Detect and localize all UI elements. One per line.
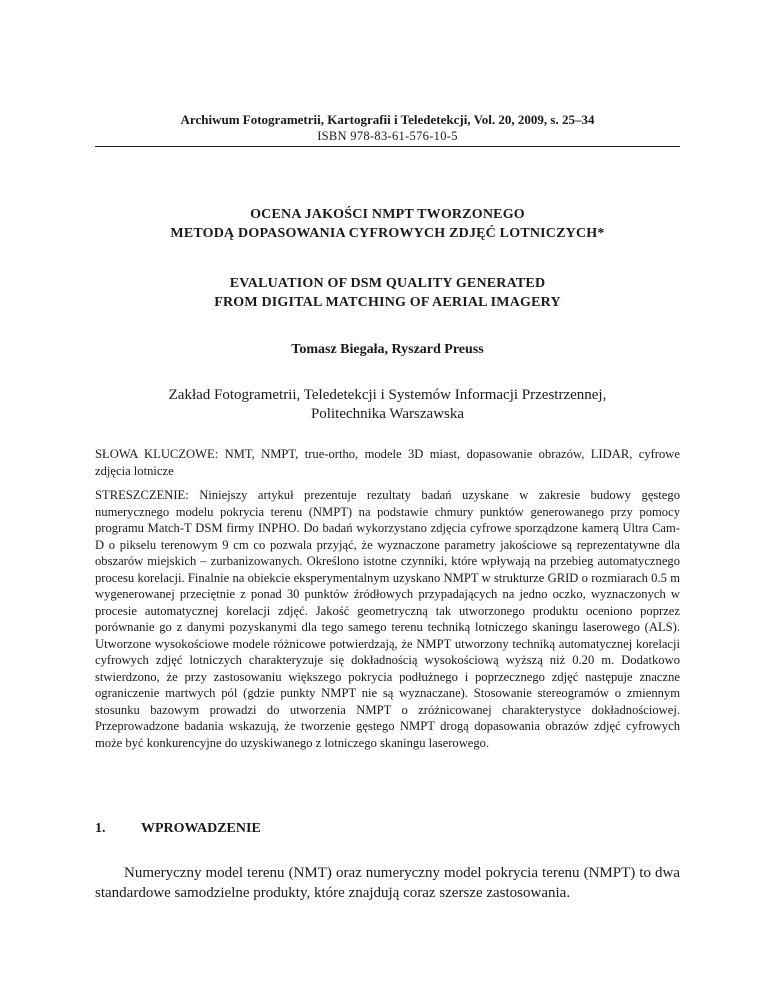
section-title: WPROWADZENIE xyxy=(141,821,261,836)
title-polish-line2: METODĄ DOPASOWANIA CYFROWYCH ZDJĘĆ LOTNICZYCH* xyxy=(170,226,605,241)
affiliation-line1: Zakład Fotogrametrii, Teledetekcji i Systemów Informacji Przestrzennej, xyxy=(168,387,607,403)
authors: Tomasz Biegała, Ryszard Preuss xyxy=(291,342,484,357)
title-english xyxy=(95,274,680,312)
journal-header xyxy=(95,112,680,144)
abstract: STRESZCZENIE: Niniejszy artykuł prezentuje rezultaty badań uzyskane w zakresie budowy gęstego numerycznego modelu pokrycia terenu (NMPT) na podstawie chmury punktów generowanego przy pomocy programu Match-T DSM firmy INPHO. Do badań wykorzystano zdjęcia cyfrowe sporządzone kamerą Ultra Cam-D o pikselu terenowym 9 cm co pozwala przyjąć, że wyznaczone parametry jakościowe są reprezentatywne dla obszarów miejskich – zurbanizowanych. Określono istotne czynniki, które wpływają na przebieg automatycznego procesu korelacji. Finalnie na obiekcie eksperymentalnym uzyskano NMPT w strukturze GRID o rozmiarach 0.5 m wygenerowanej przeciętnie z ponad 30 punktów źródłowych przypadających na jedno oczko, wyznaczonych w procesie automatycznej korelacji zdjęć. Jakość geometryczną tak utworzonego produktu oceniono poprzez porównanie go z danymi pozyskanymi dla tego samego terenu techniką lotniczego skaningu laserowego (ALS). Utworzone wysokościowe modele różnicowe potwierdzają, że NMPT utworzony techniką automatycznej korelacji cyfrowych zdjęć lotniczych charakteryzuje się dokładnością wysokościową wyższą niż 0.20 m. Dodatkowo stwierdzono, że przy zastosowaniu większego pokrycia podłużnego i poprzecznego zdjęć następuje znaczne ograniczenie martwych pól (gdzie punkty NMPT nie są wyznaczane). Stosowanie stereogramów o zmiennym stosunku bazowym prowadzi do utworzenia NMPT o zróżnicowanej charakterystyce dokładnościowej. Przeprowadzone badania wskazują, że tworzenie gęstego NMPT drogą dopasowania obrazów zdjęć cyfrowych może być konkurencyjne do uzyskiwanego z lotniczego skaningu laserowego. xyxy=(95,488,680,750)
title-polish-line1: OCENA JAKOŚCI NMPT TWORZONEGO xyxy=(250,207,525,222)
section-heading xyxy=(95,821,680,837)
intro-paragraph: Numeryczny model terenu (NMT) oraz numeryczny model pokrycia terenu (NMPT) to dwa standardowe samodzielne produkty, które znajdują coraz szersze zastosowania. xyxy=(95,865,680,901)
affiliation-line2: Politechnika Warszawska xyxy=(310,406,465,422)
keywords: SŁOWA KLUCZOWE: NMT, NMPT, true-ortho, modele 3D miast, dopasowanie obrazów, LIDAR, cyfrowe zdjęcia lotnicze xyxy=(95,447,680,478)
journal-citation: Archiwum Fotogrametrii, Kartografii i Teledetekcji, Vol. 20, 2009, s. 25–34 xyxy=(180,112,595,127)
title-polish xyxy=(95,205,680,243)
section-number: 1. xyxy=(95,821,106,836)
affiliation xyxy=(95,386,680,424)
title-english-line1: EVALUATION OF DSM QUALITY GENERATED xyxy=(229,276,546,291)
header-divider xyxy=(95,146,680,147)
title-english-line2: FROM DIGITAL MATCHING OF AERIAL IMAGERY xyxy=(214,295,561,310)
isbn: ISBN 978-83-61-576-10-5 xyxy=(317,129,458,143)
